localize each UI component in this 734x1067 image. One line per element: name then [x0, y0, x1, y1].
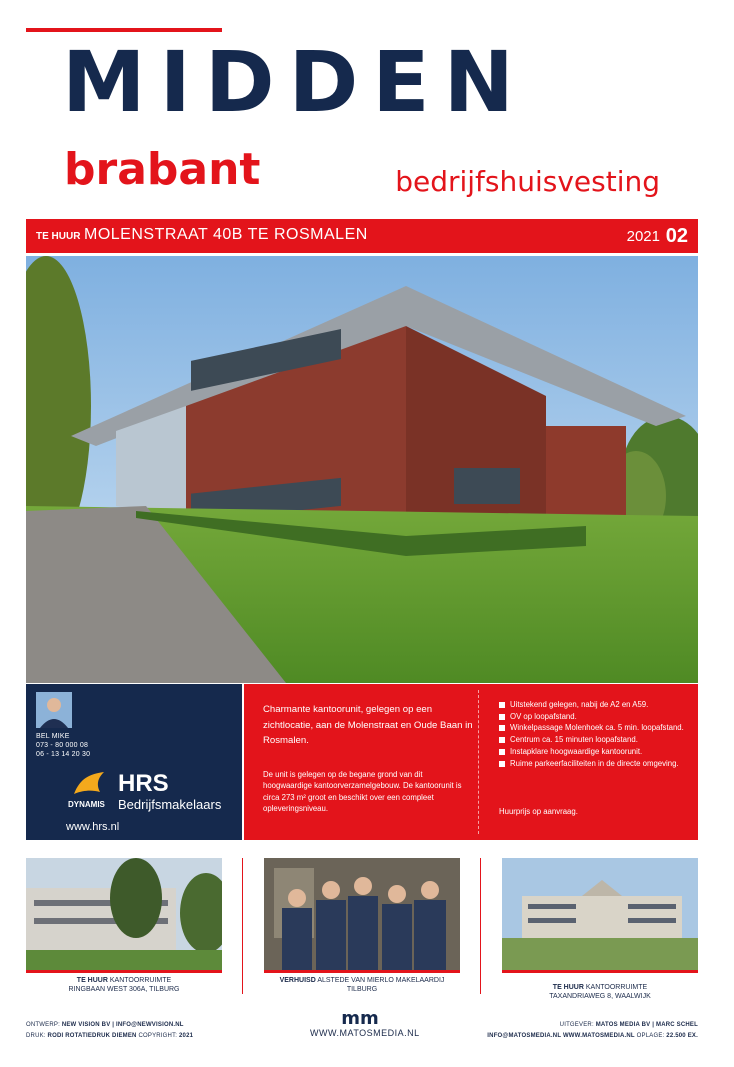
panel-divider	[478, 690, 479, 834]
feature-item: OV op loopafstand.	[499, 711, 694, 723]
top-accent-line	[26, 28, 222, 32]
agent-name: BEL MIKE	[36, 733, 70, 740]
thumb-caption-team: VERHUISD ALSTEDE VAN MIERLO MAKELAARDIJ TILBURG	[279, 977, 445, 993]
dynamis-label: DYNAMIS	[68, 800, 105, 809]
feature-item: Uitstekend gelegen, nabij de A2 en A59.	[499, 699, 694, 711]
thumb-photo-ringbaan[interactable]	[26, 858, 222, 973]
thumb-photo-taxandriaweg[interactable]	[502, 858, 698, 973]
agent-phone-office[interactable]: 073 - 80 000 08	[36, 742, 89, 749]
thumb-caption-taxandriaweg: TE HUUR KANTOORRUIMTE TAXANDRIAWEG 8, WAALWIJK	[549, 984, 651, 1000]
masthead-subbrand: brabant	[64, 144, 261, 195]
feature-list	[499, 699, 694, 769]
masthead-subtitle: bedrijfshuisvesting	[395, 165, 660, 198]
feature-item: Ruime parkeerfaciliteiten in de directe omgeving.	[499, 758, 694, 770]
listing-details: De unit is gelegen op de begane grond van dit hoogwaardige kantoorverzamelgebouw. De kantoorunit is circa 273 m² groot en beschikt over een compleet opleveringsniveau.	[263, 770, 462, 814]
listing-price: Huurprijs op aanvraag.	[499, 807, 578, 816]
agent-avatar	[36, 692, 72, 728]
agent-contact-panel	[26, 684, 242, 840]
footer-credits-right: UITGEVER: MATOS MEDIA BV | MARC SCHEL INFO@MATOSMEDIA.NL WWW.MATOSMEDIA.NL OPLAGE: 22.500 EX.	[487, 1022, 698, 1039]
matos-media-url[interactable]: WWW.MATOSMEDIA.NL	[310, 1028, 420, 1038]
agent-website-link[interactable]: www.hrs.nl	[66, 821, 120, 833]
masthead-title: MIDDEN	[62, 33, 528, 131]
listing-banner	[26, 219, 698, 253]
issue-number: 02	[665, 225, 688, 247]
listing-description: Charmante kantoorunit, gelegen op een zichtlocatie, aan de Molenstraat en Oude Baan in Rosmalen.	[263, 704, 473, 746]
hrs-brand-subtitle: Bedrijfsmakelaars	[118, 797, 222, 812]
footer-credits-left: ONTWERP: NEW VISION BV | INFO@NEWVISION.NL DRUK: RODI ROTATIEDRUK DIEMEN COPYRIGHT: 2021	[26, 1022, 194, 1039]
hrs-brand: HRS	[118, 770, 169, 797]
listing-tag: TE HUUR	[36, 231, 81, 242]
matos-media-logo[interactable]: mm WWW.MATOSMEDIA.NL	[310, 1008, 420, 1038]
listing-info-panel	[244, 684, 698, 840]
feature-item: Centrum ca. 15 minuten loopafstand.	[499, 734, 694, 746]
thumb-caption-ringbaan: TE HUUR KANTOORRUIMTE RINGBAAN WEST 306A, TILBURG	[68, 977, 180, 993]
thumb-divider	[480, 858, 481, 994]
feature-item: Winkelpassage Molenhoek ca. 5 min. loopafstand.	[499, 722, 694, 734]
hero-building-photo	[26, 256, 698, 683]
thumb-divider	[242, 858, 243, 994]
thumb-photo-team[interactable]	[264, 858, 460, 973]
listing-address: MOLENSTRAAT 40B TE ROSMALEN	[84, 226, 368, 243]
agent-phone-mobile[interactable]: 06 - 13 14 20 30	[36, 751, 91, 758]
feature-item: Instapklare hoogwaardige kantoorunit.	[499, 746, 694, 758]
issue-year: 2021	[626, 228, 660, 245]
